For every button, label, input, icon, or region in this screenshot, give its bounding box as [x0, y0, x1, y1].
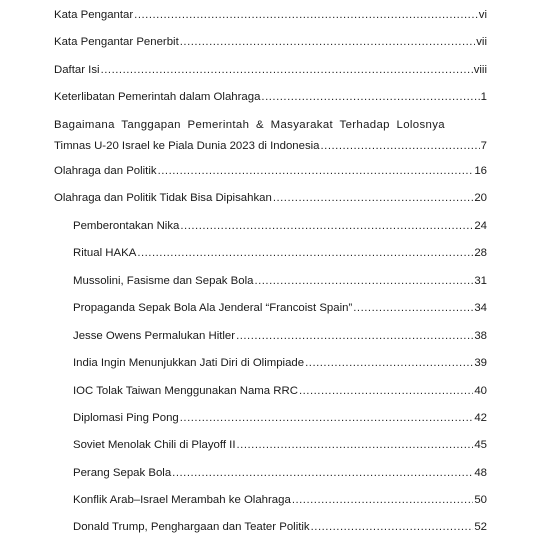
toc-subentry[interactable]	[73, 438, 487, 452]
toc-entry-title: Timnas U-20 Israel ke Piala Dunia 2023 di Indonesia	[54, 140, 320, 152]
toc-subentry[interactable]	[73, 246, 487, 260]
toc-entry-page: 1	[480, 91, 487, 103]
toc-subentry[interactable]	[73, 493, 487, 507]
toc-leader-dots	[134, 8, 478, 22]
toc-entry-title: Keterlibatan Pemerintah dalam Olahraga	[54, 91, 261, 103]
toc-entry[interactable]	[54, 164, 487, 178]
toc-subentry-title: Perang Sepak Bola	[73, 467, 172, 479]
toc-subentry[interactable]	[73, 520, 487, 534]
toc-subentry-title: Jesse Owens Permalukan Hitler	[73, 330, 236, 342]
toc-entry-title: Daftar Isi	[54, 64, 100, 76]
toc-subentry[interactable]	[73, 219, 487, 233]
toc-entry-page: 16	[474, 165, 487, 177]
toc-leader-dots	[180, 411, 474, 425]
toc-leader-dots	[180, 35, 475, 49]
toc-entry-title: Olahraga dan Politik Tidak Bisa Dipisahkan	[54, 192, 272, 204]
toc-subentry-page: 42	[474, 412, 487, 424]
toc-subentry-page: 40	[474, 385, 487, 397]
toc-subentry[interactable]	[73, 356, 487, 370]
toc-subentry-title: IOC Tolak Taiwan Menggunakan Nama RRC	[73, 385, 298, 397]
toc-entry-page: 7	[480, 140, 487, 152]
toc-subentry-page: 39	[474, 357, 487, 369]
toc-leader-dots	[311, 520, 474, 534]
toc-subentry-title: Soviet Menolak Chili di Playoff II	[73, 439, 236, 451]
toc-leader-dots	[353, 301, 473, 315]
toc-subentry-page: 38	[474, 330, 487, 342]
toc-subentry-page: 24	[474, 220, 487, 232]
toc-leader-dots	[137, 246, 473, 260]
toc-subentry-page: 52	[474, 521, 487, 533]
toc-subentry[interactable]	[73, 274, 487, 288]
toc-entry-title: Olahraga dan Politik	[54, 165, 157, 177]
toc-subentry-title: Propaganda Sepak Bola Ala Jenderal “Francoist Spain”	[73, 302, 353, 314]
toc-entry-title: Kata Pengantar	[54, 9, 134, 21]
toc-leader-dots	[321, 139, 480, 153]
toc-entry-title-line2	[54, 139, 487, 153]
toc-leader-dots	[305, 356, 473, 370]
toc-entry[interactable]	[54, 90, 487, 104]
toc-leader-dots	[254, 274, 473, 288]
toc-leader-dots	[237, 438, 474, 452]
toc-entry-page: 20	[474, 192, 487, 204]
toc-subentry-page: 34	[474, 302, 487, 314]
toc-entry-title-line1	[54, 118, 487, 132]
toc-leader-dots	[273, 191, 474, 205]
toc-subentry-page: 45	[474, 439, 487, 451]
toc-entry-page: vi	[478, 9, 487, 21]
toc-subentry-title: Pemberontakan Nika	[73, 220, 180, 232]
toc-entry-multiline[interactable]	[54, 118, 487, 153]
toc-leader-dots	[236, 329, 473, 343]
toc-subentry[interactable]	[73, 384, 487, 398]
toc-subentry-title: Konflik Arab–Israel Merambah ke Olahraga	[73, 494, 291, 506]
toc-leader-dots	[180, 219, 473, 233]
toc-leader-dots	[299, 384, 473, 398]
toc-entry[interactable]	[54, 35, 487, 49]
toc-entry-page: vii	[476, 36, 487, 48]
toc-leader-dots	[292, 493, 474, 507]
toc-subentry-title: Diplomasi Ping Pong	[73, 412, 179, 424]
toc-leader-dots	[172, 466, 473, 480]
toc-subentry-page: 31	[474, 275, 487, 287]
toc-subentry-title: Ritual HAKA	[73, 247, 137, 259]
toc-entry[interactable]	[54, 8, 487, 22]
toc-subentry-title: Mussolini, Fasisme dan Sepak Bola	[73, 275, 254, 287]
toc-leader-dots	[158, 164, 474, 178]
toc-subentry[interactable]	[73, 411, 487, 425]
toc-leader-dots	[101, 63, 473, 77]
toc-subentry-page: 48	[474, 467, 487, 479]
toc-entry[interactable]	[54, 63, 487, 77]
toc-subentry-page: 50	[474, 494, 487, 506]
toc-leader-dots	[261, 90, 479, 104]
toc-subentry-title: Donald Trump, Penghargaan dan Teater Politik	[73, 521, 310, 533]
toc-entry[interactable]	[54, 191, 487, 205]
toc-subentry[interactable]	[73, 301, 487, 315]
toc-subentry[interactable]	[73, 466, 487, 480]
toc-entry-page: viii	[473, 64, 487, 76]
toc-subentry-title: India Ingin Menunjukkan Jati Diri di Olimpiade	[73, 357, 305, 369]
toc-entry-title-text: Bagaimana Tanggapan Pemerintah & Masyarakat Terhadap Lolosnya	[54, 119, 445, 131]
toc-entry-title: Kata Pengantar Penerbit	[54, 36, 179, 48]
toc-subentry[interactable]	[73, 329, 487, 343]
toc-subentry-page: 28	[474, 247, 487, 259]
